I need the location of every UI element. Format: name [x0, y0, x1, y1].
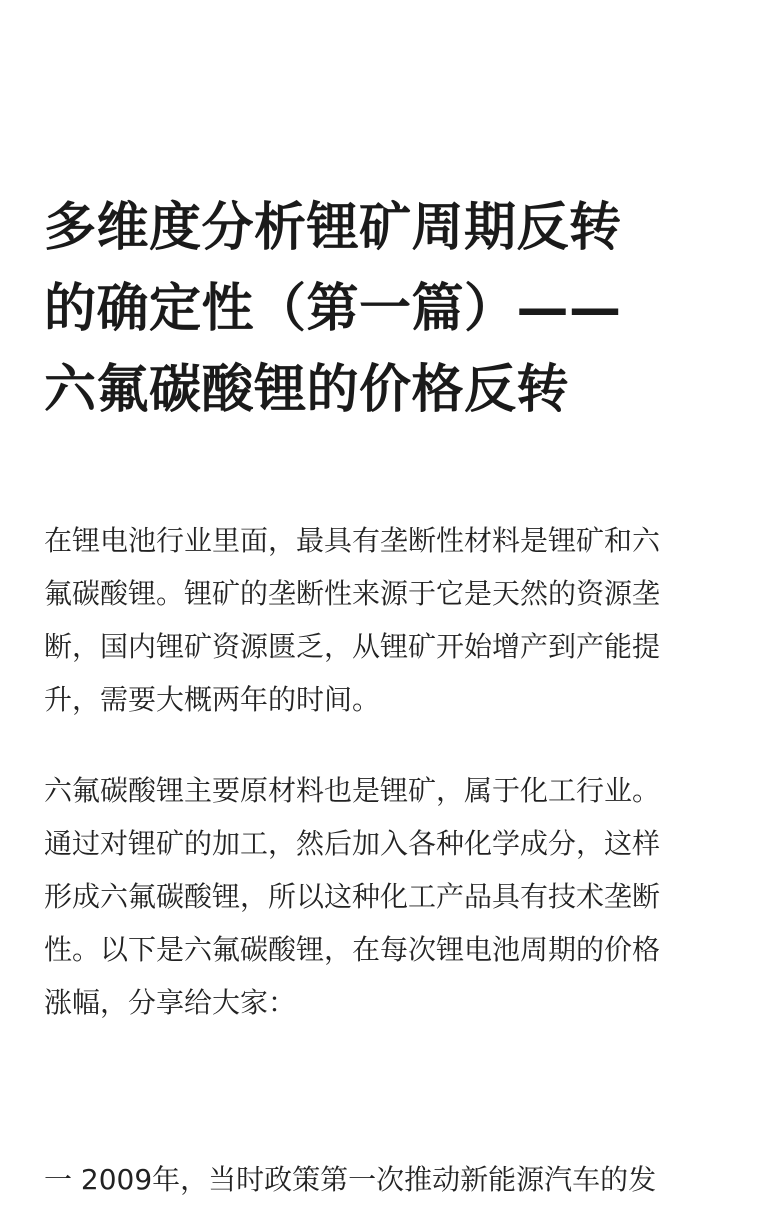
- paragraph-line: 在锂电池行业里面，最具有垄断性材料是锂矿和六: [44, 524, 661, 557]
- title-line: 的确定性（第一篇）——: [44, 279, 622, 339]
- paragraph-line: 升，需要大概两年的时间。: [44, 683, 381, 716]
- paragraph-line: 形成六氟碳酸锂，所以这种化工产品具有技术垄断: [44, 880, 661, 913]
- title-line: 多维度分析锂矿周期反转: [44, 198, 622, 258]
- paragraph-line: 性。以下是六氟碳酸锂，在每次锂电池周期的价格: [44, 933, 661, 966]
- paragraph-line: 涨幅，分享给大家：: [44, 986, 297, 1019]
- paragraph-lithium-monopoly: [44, 514, 734, 726]
- paragraph-2009: [44, 1153, 734, 1206]
- article-title: [44, 188, 734, 431]
- paragraph-line: 断，国内锂矿资源匮乏，从锂矿开始增产到产能提: [44, 630, 661, 663]
- paragraph-line: 通过对锂矿的加工，然后加入各种化学成分，这样: [44, 827, 661, 860]
- paragraph-line: 氟碳酸锂。锂矿的垄断性来源于它是天然的资源垄: [44, 577, 661, 610]
- paragraph-line: 一 2009年，当时政策第一次推动新能源汽车的发: [44, 1163, 657, 1196]
- paragraph-raw-material: [44, 764, 734, 1029]
- paragraph-line: 六氟碳酸锂主要原材料也是锂矿，属于化工行业。: [44, 774, 661, 807]
- title-line: 六氟碳酸锂的价格反转: [44, 360, 570, 420]
